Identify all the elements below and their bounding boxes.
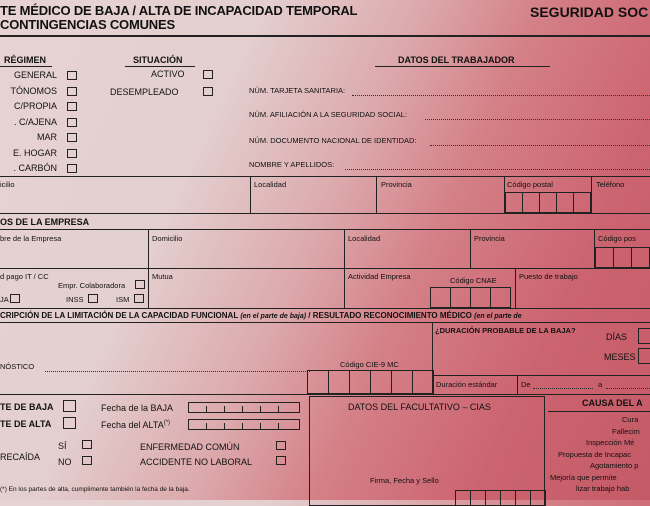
date-tick <box>242 406 243 413</box>
empresa-localidad-label: Localidad <box>348 234 381 243</box>
regimen-item-checkbox[interactable] <box>67 87 77 96</box>
pago-label: d pago IT / CC <box>0 272 49 281</box>
limitacion-note: (en el parte de baja) <box>240 313 307 320</box>
fecha-alta-mark: (*) <box>163 420 171 426</box>
dias-input[interactable] <box>638 328 650 344</box>
inss-checkbox[interactable] <box>88 294 98 303</box>
divider <box>344 229 345 268</box>
divider <box>0 35 650 37</box>
divider <box>0 213 650 214</box>
facultativo-label: DATOS DEL FACULTATIVO – CIAS <box>348 402 491 412</box>
localidad-label: Localidad <box>254 180 287 189</box>
date-tick <box>278 406 279 413</box>
enfermedad-label: ENFERMEDAD COMÚN <box>140 442 240 452</box>
fecha-alta-label <box>101 420 170 430</box>
tarjeta-sanitaria-field[interactable] <box>352 95 650 96</box>
regimen-item-label: TÓNOMOS <box>10 85 57 96</box>
situacion-activo: ACTIVO <box>151 69 185 79</box>
si-checkbox[interactable] <box>82 440 92 449</box>
puesto-label: Puesto de trabajo <box>519 272 578 281</box>
divider <box>344 268 345 308</box>
no-label: NO <box>58 457 72 467</box>
date-tick <box>260 406 261 413</box>
divider <box>0 268 650 269</box>
digit-box[interactable] <box>522 192 540 213</box>
no-checkbox[interactable] <box>82 456 92 465</box>
date-tick <box>206 423 207 430</box>
empresa-provincia-label: Provincia <box>474 234 505 243</box>
domicilio-label: icilio <box>0 180 15 189</box>
digit-box[interactable] <box>530 490 546 506</box>
divider <box>0 66 52 67</box>
empresa-label: OS DE LA EMPRESA <box>0 217 90 227</box>
digit-box[interactable] <box>515 490 531 506</box>
a-field[interactable] <box>606 388 650 389</box>
causa-item: Propuesta de Incapac <box>558 449 631 459</box>
regimen-item-label: MAR <box>37 132 57 142</box>
digit-box[interactable] <box>412 370 434 394</box>
causa-item: Inspección Mé <box>586 438 635 447</box>
divider <box>548 411 650 412</box>
fecha-baja-label: Fecha de la BAJA <box>101 403 174 413</box>
limitacion-header <box>0 311 522 320</box>
date-field[interactable] <box>188 402 300 413</box>
dni-field[interactable] <box>430 145 650 146</box>
digit-box[interactable] <box>595 247 614 268</box>
accidente-checkbox[interactable] <box>276 456 286 465</box>
digit-box[interactable] <box>349 370 371 394</box>
digit-box[interactable] <box>490 287 511 308</box>
empr-colab-label: Empr. Colaboradora <box>58 281 126 290</box>
ja-label: JA <box>0 295 9 304</box>
digit-box[interactable] <box>470 287 491 308</box>
nombre-field[interactable] <box>345 169 650 170</box>
date-tick <box>278 423 279 430</box>
digit-box[interactable] <box>455 490 471 506</box>
digit-box[interactable] <box>613 247 632 268</box>
regimen-item-label: . C/AJENA <box>13 116 57 127</box>
divider <box>250 176 251 213</box>
regimen-item-checkbox[interactable] <box>67 164 77 173</box>
provincia-label: Provincia <box>381 180 412 189</box>
causa-item: Mejoría que permite <box>550 472 617 482</box>
empresa-cp-label: Código pos <box>598 234 636 243</box>
resultado-note: (en el parte de <box>474 313 522 320</box>
situacion-label: SITUACIÓN <box>133 55 183 65</box>
date-tick <box>206 406 207 413</box>
firma-label: Firma, Fecha y Sello <box>370 476 439 485</box>
digit-box[interactable] <box>485 490 501 506</box>
parte-alta-label: TE DE ALTA <box>0 419 52 429</box>
tarjeta-sanitaria-label: NÚM. TARJETA SANITARIA: <box>249 86 346 95</box>
form-title-line2: CONTINGENCIAS COMUNES <box>0 17 175 32</box>
resultado-label: RESULTADO RECONOCIMIENTO MÉDICO <box>312 311 472 320</box>
divider <box>470 229 471 268</box>
form-title-line1: TE MÉDICO DE BAJA / ALTA DE INCAPACIDAD TEMPORAL <box>0 3 358 18</box>
digit-box[interactable] <box>573 192 591 213</box>
diagnostico-field[interactable] <box>45 371 310 372</box>
activo-checkbox[interactable] <box>203 70 213 79</box>
nombre-empresa-label: bre de la Empresa <box>0 234 62 243</box>
causa-item: Fallecim <box>612 426 640 436</box>
divider <box>432 375 650 376</box>
divider <box>0 308 650 309</box>
regimen-label: RÉGIMEN <box>4 55 47 65</box>
divider <box>0 394 650 395</box>
regimen-item-label: . CARBÓN <box>13 163 57 173</box>
enfermedad-checkbox[interactable] <box>276 441 286 450</box>
regimen-item-label: GENERAL <box>13 70 57 80</box>
telefono-label: Teléfono <box>596 180 625 189</box>
divider <box>0 176 650 177</box>
diagnostico-label: NÓSTICO <box>0 362 35 371</box>
divider <box>148 268 149 308</box>
org-name: SEGURIDAD SOC <box>530 4 649 20</box>
digit-box[interactable] <box>505 192 523 213</box>
actividad-label: Actividad Empresa <box>348 272 411 281</box>
fecha-alta-text: Fecha del ALTA <box>101 420 164 430</box>
regimen-item-checkbox[interactable] <box>67 133 77 142</box>
digit-box[interactable] <box>470 490 486 506</box>
footnote: (*) En los partes de alta, cumplimente también la fecha de la baja. <box>0 486 190 493</box>
date-field[interactable] <box>188 419 300 430</box>
dni-label: NÚM. DOCUMENTO NACIONAL DE IDENTIDAD: <box>249 136 417 145</box>
meses-input[interactable] <box>638 348 650 364</box>
afiliacion-label: NÚM. AFILIACIÓN A LA SEGURIDAD SOCIAL: <box>249 110 407 119</box>
ism-checkbox[interactable] <box>134 294 144 303</box>
divider <box>375 66 550 67</box>
digit-box[interactable] <box>430 287 451 308</box>
causa-label: CAUSA DEL A <box>582 398 643 408</box>
digit-box[interactable] <box>539 192 557 213</box>
regimen-item-label: C/PROPIA <box>13 101 57 111</box>
regimen-item-checkbox[interactable] <box>67 118 77 127</box>
date-tick <box>224 423 225 430</box>
divider <box>515 268 516 308</box>
de-field[interactable] <box>533 388 593 389</box>
regimen-item-label: E. HOGAR <box>12 147 57 158</box>
limitacion-label: CRIPCIÓN DE LA LIMITACIÓN DE LA CAPACIDAD FUNCIONAL <box>0 311 239 320</box>
divider <box>517 375 518 394</box>
nombre-label: NOMBRE Y APELLIDOS: <box>249 160 335 169</box>
digit-box[interactable] <box>500 490 516 506</box>
digit-box[interactable] <box>631 247 650 268</box>
causa-item: Agotamiento p <box>590 461 639 470</box>
divider <box>125 66 195 67</box>
date-tick <box>242 423 243 430</box>
mutua-label: Mutua <box>152 272 173 281</box>
si-label: SÍ <box>58 441 67 451</box>
duracion-probable-label: ¿DURACIÓN PROBABLE DE LA BAJA? <box>435 326 576 335</box>
digit-box[interactable] <box>307 370 329 394</box>
dias-label: DÍAS <box>606 332 628 342</box>
causa-item: lizar trabajo hab <box>576 484 630 493</box>
divider <box>0 322 650 323</box>
digit-box[interactable] <box>450 287 471 308</box>
date-tick <box>224 406 225 413</box>
causa-item: Cura <box>622 415 639 424</box>
digit-box[interactable] <box>391 370 413 394</box>
desempleado-checkbox[interactable] <box>203 87 213 96</box>
duracion-estandar-label: Duración estándar <box>436 380 498 389</box>
divider <box>376 176 377 213</box>
digit-box[interactable] <box>556 192 574 213</box>
situacion-desempleado: DESEMPLEADO <box>110 87 179 97</box>
parte-alta-checkbox[interactable] <box>63 417 76 429</box>
date-tick <box>260 423 261 430</box>
de-label: De <box>521 380 531 389</box>
cnae-label: Código CNAE <box>450 276 497 285</box>
divider <box>148 229 149 268</box>
a-label: a <box>598 380 603 389</box>
afiliacion-field[interactable] <box>425 119 650 120</box>
regimen-item-checkbox[interactable] <box>67 102 77 111</box>
digit-box[interactable] <box>370 370 392 394</box>
accidente-label: ACCIDENTE NO LABORAL <box>140 457 253 467</box>
divider <box>0 229 650 230</box>
regimen-item-checkbox[interactable] <box>67 149 77 158</box>
empr-colab-checkbox[interactable] <box>135 280 145 289</box>
ja-checkbox[interactable] <box>10 294 20 303</box>
ism-label: ISM <box>116 295 130 304</box>
parte-baja-checkbox[interactable] <box>63 400 76 412</box>
divider <box>591 176 592 213</box>
empresa-domicilio-label: Domicilio <box>152 234 183 243</box>
parte-baja-label: TE DE BAJA <box>0 402 54 412</box>
codigo-postal-label: Código postal <box>507 180 553 189</box>
recaida-label: RECAÍDA <box>0 452 41 462</box>
regimen-item-checkbox[interactable] <box>67 71 77 80</box>
inss-label: INSS <box>66 295 84 304</box>
cie-label: Código CIE-9 MC <box>340 360 399 369</box>
trabajador-label: DATOS DEL TRABAJADOR <box>398 55 515 65</box>
meses-label: MESES <box>604 352 636 362</box>
digit-box[interactable] <box>328 370 350 394</box>
limitacion-sep: / <box>308 311 311 320</box>
